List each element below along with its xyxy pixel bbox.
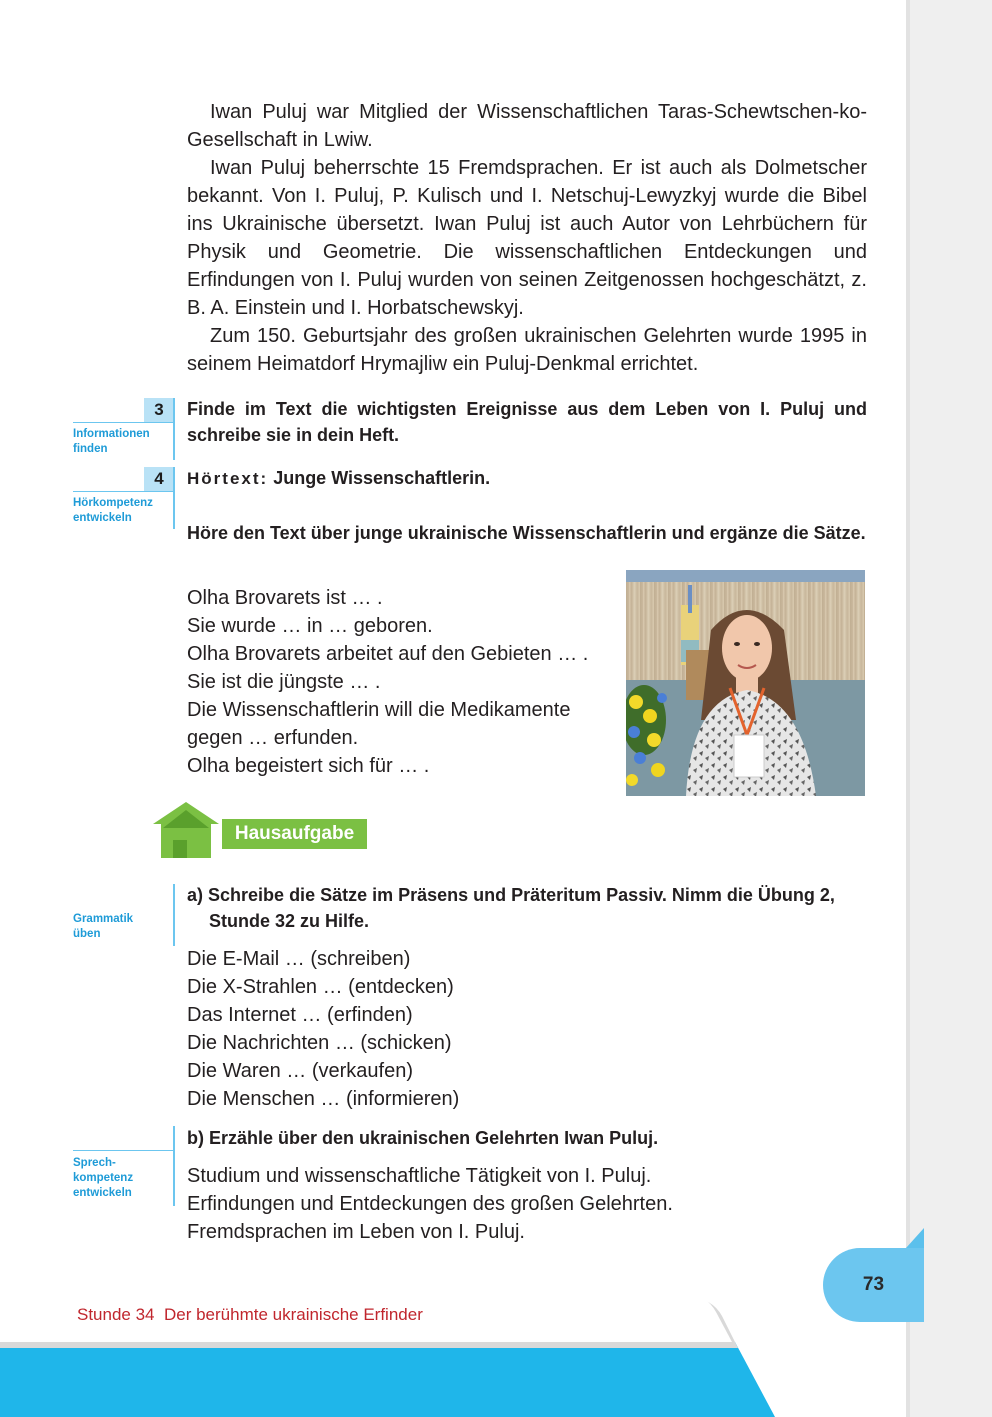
footer-lesson-title (77, 1305, 423, 1325)
sidebar-vertical-line (173, 398, 175, 460)
task-4-instruction: Höre den Text über junge ukrainische Wissenschaftlerin und ergänze die Sätze. (187, 523, 866, 543)
homework-a-prefix: a) (187, 885, 204, 905)
scientist-photo (626, 570, 865, 796)
list-item: Die Waren … (verkaufen) (187, 1060, 413, 1082)
sidebar-vertical-line (173, 884, 175, 946)
skill-label-informationen: Informationen finden (73, 428, 150, 455)
footer-lesson: Stunde 34 (77, 1305, 155, 1324)
list-item: gegen … erfunden. (187, 727, 359, 749)
sidebar-divider (73, 422, 175, 423)
skill-label-grammatik: Grammatik üben (73, 913, 134, 940)
skill-label-sprechkompetenz: Sprech- kompetenz entwickeln (73, 1157, 134, 1199)
homework-a-line1: Schreibe die Sätze im Präsens und Präteritum Passiv. Nimm die Übung 2, (208, 885, 835, 905)
list-item: Die E-Mail … (schreiben) (187, 948, 411, 970)
list-item: Olha Brovarets ist … . (187, 587, 383, 609)
homework-a-sentences (187, 945, 459, 1113)
sidebar-divider (73, 491, 175, 492)
list-item: Die X-Strahlen … (entdecken) (187, 976, 454, 998)
intro-paragraph: Iwan Puluj war Mitglied der Wissenschaftlichen Taras-Schewtschen-ko-Gesellschaft in Lwiw. (187, 101, 867, 151)
page-edge-shadow (906, 0, 910, 1417)
list-item: Olha Brovarets arbeitet auf den Gebieten … . (187, 643, 589, 665)
list-item: Sie wurde … in … geboren. (187, 615, 433, 637)
scientist-photo-illustration (626, 570, 865, 796)
list-item: Die Menschen … (informieren) (187, 1088, 460, 1110)
hoertext-prefix: Hörtext: (187, 469, 269, 488)
task-3-instruction: Finde im Text die wichtigsten Ereignisse aus dem Leben von I. Puluj und schreibe sie in dein Heft. (187, 399, 867, 445)
page-number: 73 (823, 1248, 924, 1322)
sidebar-vertical-line (173, 1126, 175, 1206)
homework-a-instruction (187, 882, 867, 934)
footer-title: Der berühmte ukrainische Erfinder (163, 1305, 423, 1324)
skill-label-hoerkompetenz: Hörkompetenz entwickeln (73, 497, 153, 524)
list-item: Die Nachrichten … (schicken) (187, 1032, 452, 1054)
list-item: Die Wissenschaftlerin will die Medikamente (187, 699, 571, 721)
list-item: Erfindungen und Entdeckungen des großen Gelehrten. (187, 1193, 673, 1215)
list-item: Das Internet … (erfinden) (187, 1004, 413, 1026)
sidebar-divider (73, 1150, 175, 1151)
homework-b-instruction: b) Erzähle über den ukrainischen Gelehrten Iwan Puluj. (187, 1128, 659, 1148)
intro-text (187, 98, 867, 378)
list-item: Olha begeistert sich für … . (187, 755, 430, 777)
page-edge-strip (906, 0, 992, 1417)
homework-b-sentences (187, 1162, 673, 1246)
intro-paragraph: Iwan Puluj beherrschte 15 Fremdsprachen. Er ist auch als Dolmetscher bekannt. Von I. Puluj, P. Kulisch und I. Netschuj-Lewyzkyj wurde die Bibel ins Ukrainische übersetzt. Iwan Puluj ist auch Autor von Lehrbüchern für Physik und Geometrie. Die wissenschaftlichen Entdeckungen und Erfindungen von I. Puluj wurden von seinen Zeitgenossen hochgeschätzt, z. B. A. Einstein und I. Horbatschewskyj. (187, 157, 867, 319)
task-number-4: 4 (144, 467, 174, 491)
page-number-tab-corner (906, 1228, 924, 1248)
homework-label: Hausaufgabe (222, 819, 367, 849)
list-item: Sie ist die jüngste … . (187, 671, 381, 693)
task-4-sentences (187, 584, 588, 780)
list-item: Fremdsprachen im Leben von I. Puluj. (187, 1221, 525, 1243)
list-item: Studium und wissenschaftliche Tätigkeit von I. Puluj. (187, 1165, 652, 1187)
sidebar-vertical-line (173, 467, 175, 529)
task-number-3: 3 (144, 398, 174, 422)
task-4-heading (187, 465, 867, 492)
homework-a-line2: Stunde 32 zu Hilfe. (209, 911, 370, 931)
intro-paragraph: Zum 150. Geburtsjahr des großen ukrainischen Gelehrten wurde 1995 in seinem Heimatdorf Hrymajliw ein Puluj-Denkmal errichtet. (187, 325, 867, 375)
hoertext-title: Junge Wissenschaftlerin. (273, 468, 491, 488)
